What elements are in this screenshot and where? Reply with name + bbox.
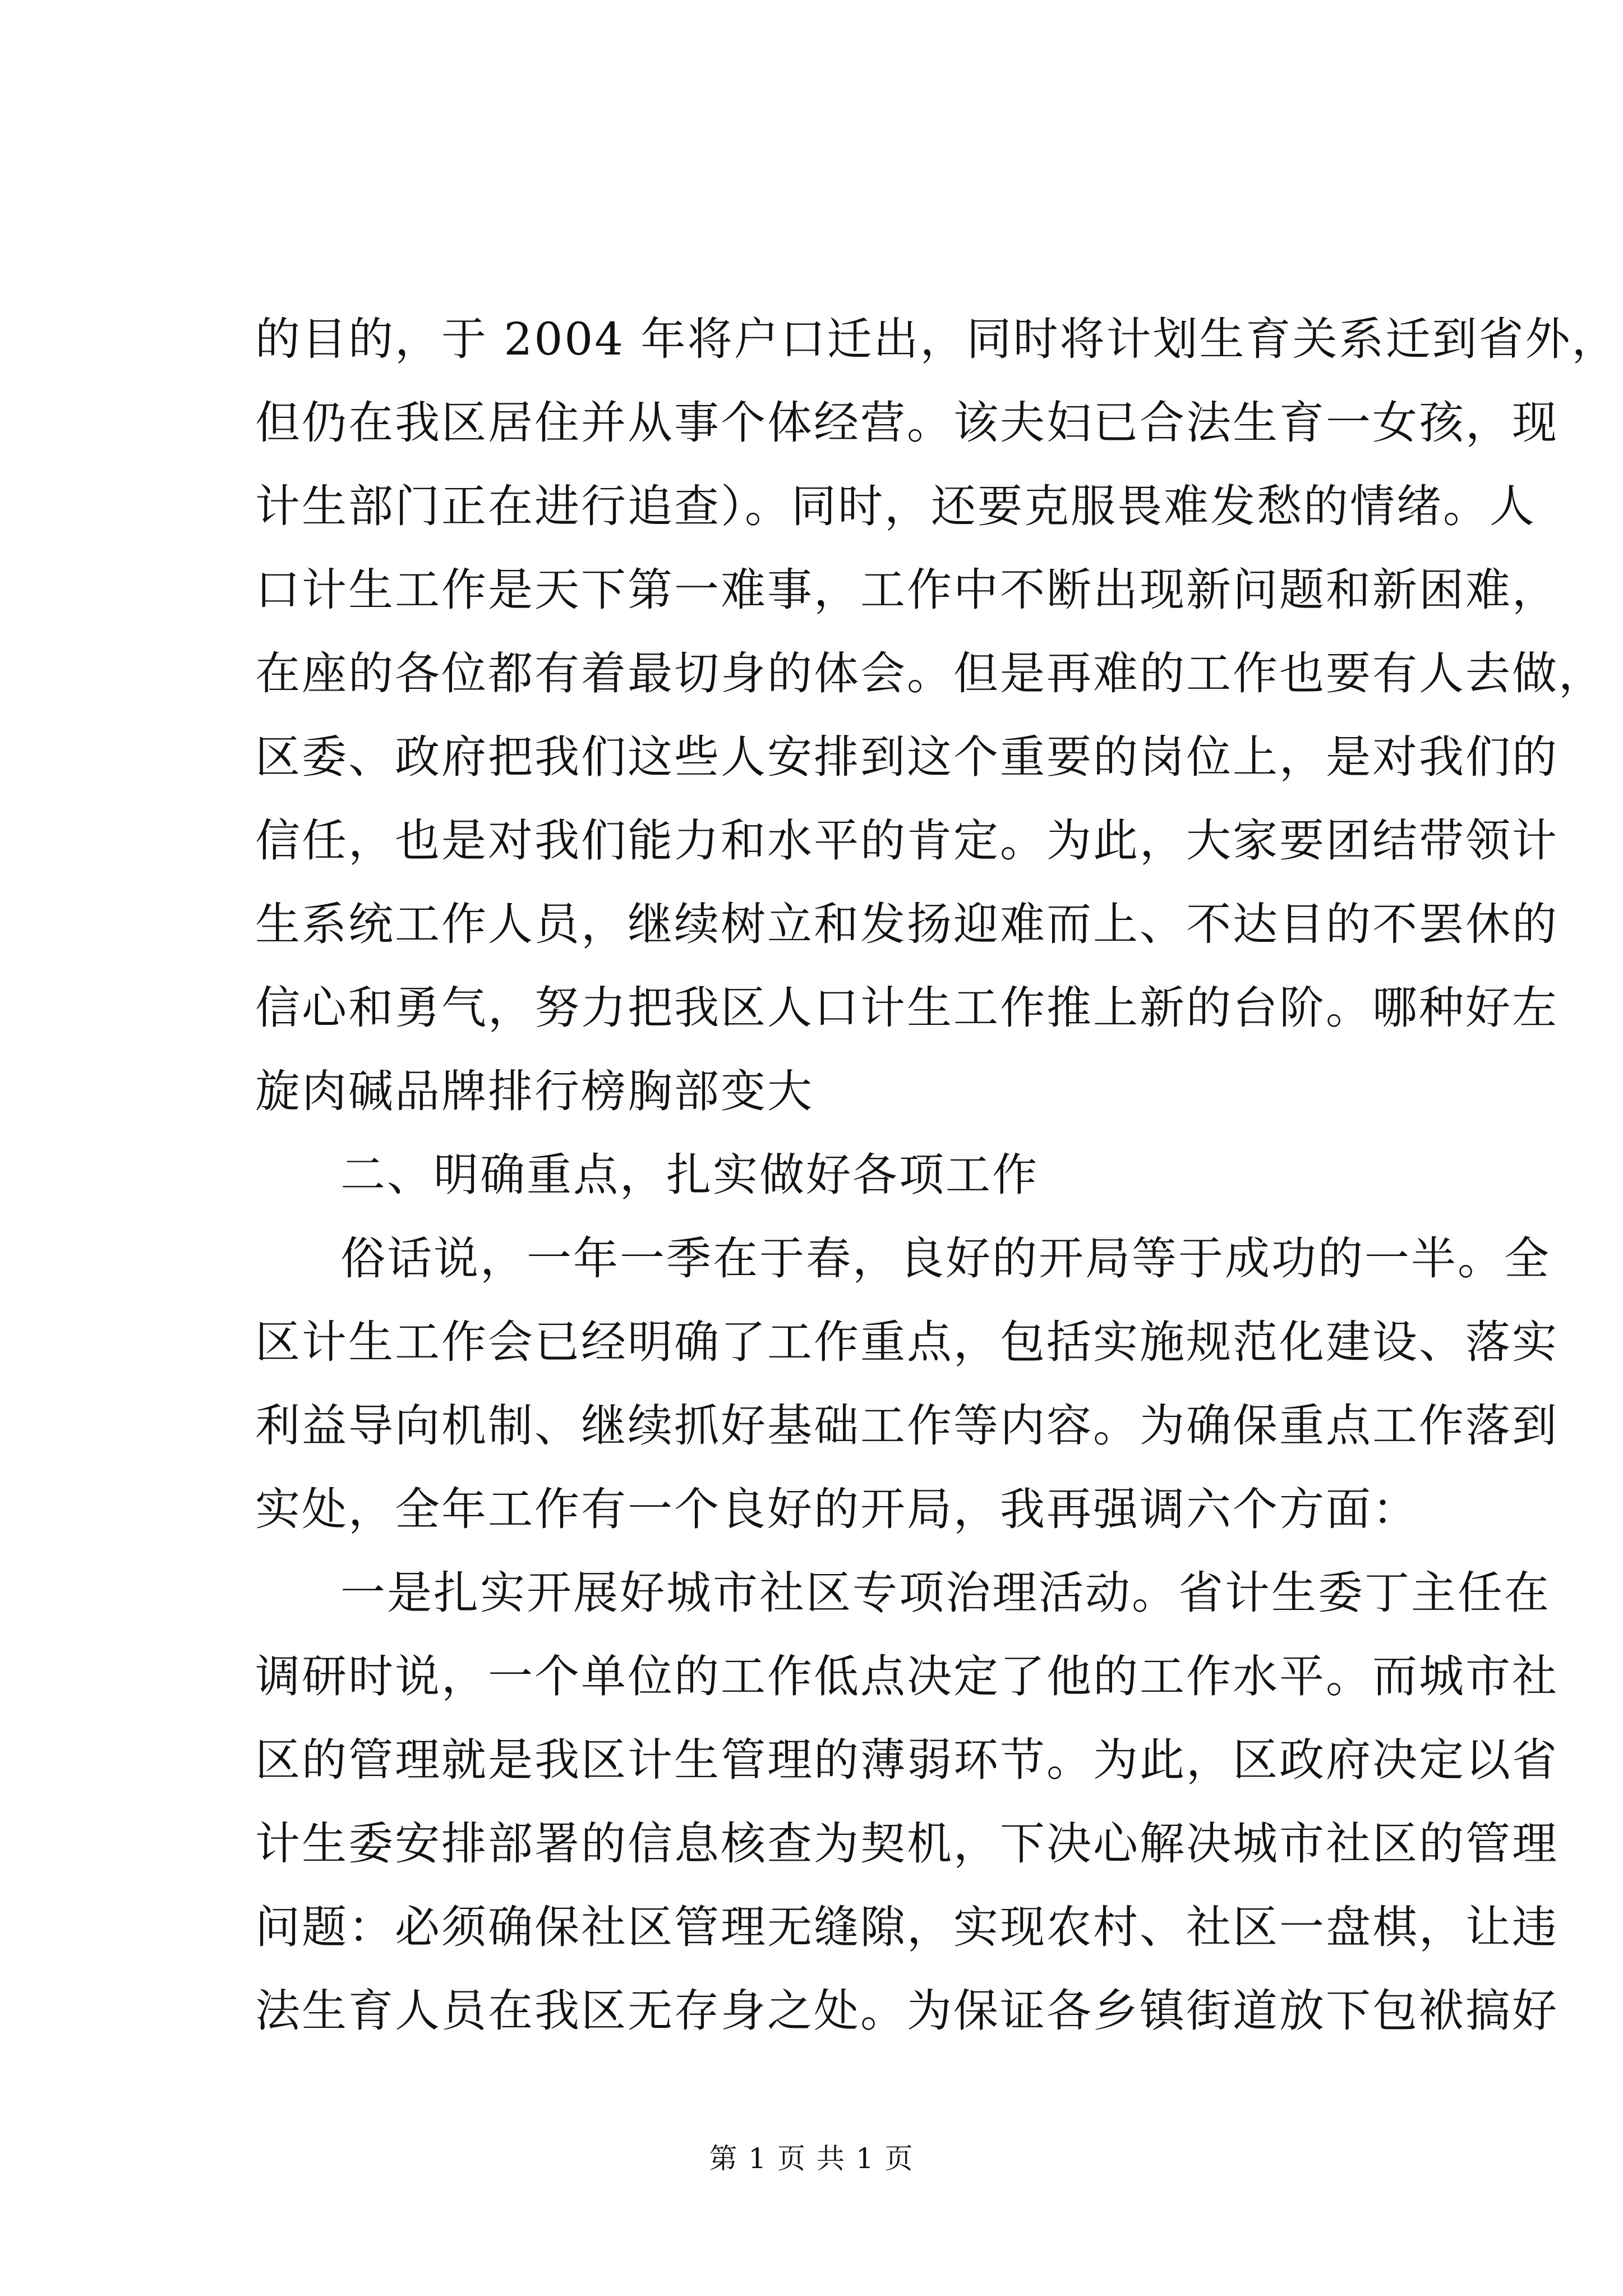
- text-line: 区计生工作会已经明确了工作重点，包括实施规范化建设、落实: [255, 1316, 1559, 1368]
- text-line: 区的管理就是我区计生管理的薄弱环节。为此，区政府决定以省: [255, 1734, 1559, 1786]
- text-line: 信任，也是对我们能力和水平的肯定。为此，大家要团结带领计: [255, 815, 1559, 867]
- text-line: 口计生工作是天下第一难事，工作中不断出现新问题和新困难，: [255, 564, 1559, 616]
- text-line: 调研时说，一个单位的工作低点决定了他的工作水平。而城市社: [255, 1650, 1559, 1703]
- section-heading: 二、明确重点，扎实做好各项工作: [340, 1149, 1039, 1201]
- text-line: 俗话说，一年一季在于春，良好的开局等于成功的一半。全: [340, 1232, 1551, 1285]
- text-line: 但仍在我区居住并从事个体经营。该夫妇已合法生育一女孩，现: [255, 397, 1559, 449]
- text-line: 法生育人员在我区无存身之处。为保证各乡镇街道放下包袱搞好: [255, 1985, 1559, 2037]
- text-line: 实处，全年工作有一个良好的开局，我再强调六个方面：: [255, 1483, 1419, 1535]
- text-line: 信心和勇气，努力把我区人口计生工作推上新的台阶。哪种好左: [255, 982, 1559, 1034]
- text-line: 一是扎实开展好城市社区专项治理活动。省计生委丁主任在: [340, 1567, 1551, 1619]
- text-line: 计生委安排部署的信息核查为契机，下决心解决城市社区的管理: [255, 1818, 1559, 1870]
- text-line: 生系统工作人员，继续树立和发扬迎难而上、不达目的不罢休的: [255, 898, 1559, 950]
- text-line: 问题：必须确保社区管理无缝隙，实现农村、社区一盘棋，让违: [255, 1901, 1559, 1953]
- text-line: 的目的，于 2004 年将户口迁出，同时将计划生育关系迁到省外，: [255, 313, 1619, 365]
- text-line: 区委、政府把我们这些人安排到这个重要的岗位上，是对我们的: [255, 731, 1559, 783]
- text-line: 旋肉碱品牌排行榜胸部变大: [255, 1065, 814, 1117]
- text-line: 利益导向机制、继续抓好基础工作等内容。为确保重点工作落到: [255, 1400, 1559, 1452]
- text-line: 在座的各位都有着最切身的体会。但是再难的工作也要有人去做，: [255, 647, 1605, 700]
- text-line: 计生部门正在进行追查）。同时，还要克服畏难发愁的情绪。人: [255, 480, 1536, 532]
- page-number-footer: 第 1 页 共 1 页: [709, 2142, 914, 2175]
